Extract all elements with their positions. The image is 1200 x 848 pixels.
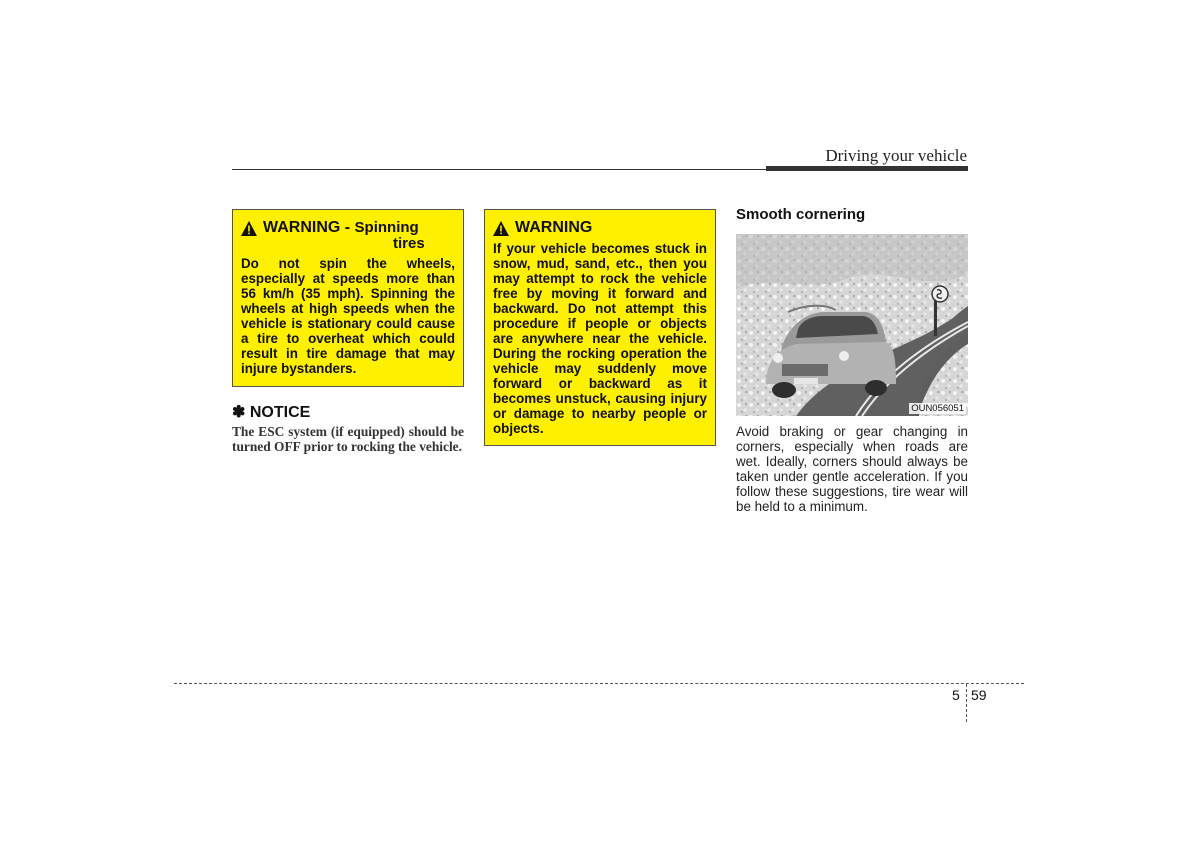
warning-subtitle-line1: Spinning — [354, 219, 419, 236]
section-body: Avoid braking or gear changing in corners, especially when roads are wet. Ideally, corners should always be taken under gentle acceleration. If you follow these suggestions, tire wear will be held to a minimum. — [736, 424, 968, 514]
warning-body: Do not spin the wheels, especially at speeds more than 56 km/h (35 mph). Spinning the wheels at high speeds when the vehicle is stationary could cause a tire to overheat which could result in tire damage that may injure bystanders. — [241, 256, 455, 376]
image-reference-code: OUN056051 — [911, 403, 964, 414]
warning-triangle-icon — [493, 221, 509, 236]
running-header-title: Driving your vehicle — [825, 146, 967, 165]
header-bar — [766, 166, 968, 171]
snowy-road-car-image — [736, 234, 968, 416]
warning-box-stuck-vehicle — [484, 209, 716, 446]
footer-vertical-divider — [966, 684, 967, 722]
footer-dashed-rule — [174, 683, 1024, 684]
chapter-number: 5 — [952, 687, 960, 703]
page-number: 59 — [971, 687, 987, 703]
section-heading: Smooth cornering — [736, 206, 866, 223]
warning-label: WARNING — [515, 219, 593, 236]
notice-label: NOTICE — [249, 404, 311, 421]
cornering-car-illustration — [736, 234, 968, 416]
warning-title — [493, 219, 707, 237]
warning-box-spinning-tires — [232, 209, 464, 387]
warning-label: WARNING — [263, 219, 341, 236]
warning-dash: - — [340, 219, 355, 236]
notice-asterisk-icon: ✽ — [232, 404, 246, 421]
warning-body: If your vehicle becomes stuck in snow, mud, sand, etc., then you may attempt to rock the vehicle free by moving it forward and backward. Do not attempt this procedure if people or objects are anywhere near the vehicle. During the rocking operation the vehicle may suddenly move forward or backward as it becomes unstuck, causing injury or damage to nearby people or objects. — [493, 241, 707, 436]
notice-title — [232, 402, 310, 422]
notice-body: The ESC system (if equipped) should be turned OFF prior to rocking the vehicle. — [232, 424, 464, 454]
warning-title — [241, 219, 455, 252]
warning-triangle-icon — [241, 221, 257, 236]
warning-subtitle-line2: tires — [393, 235, 425, 252]
